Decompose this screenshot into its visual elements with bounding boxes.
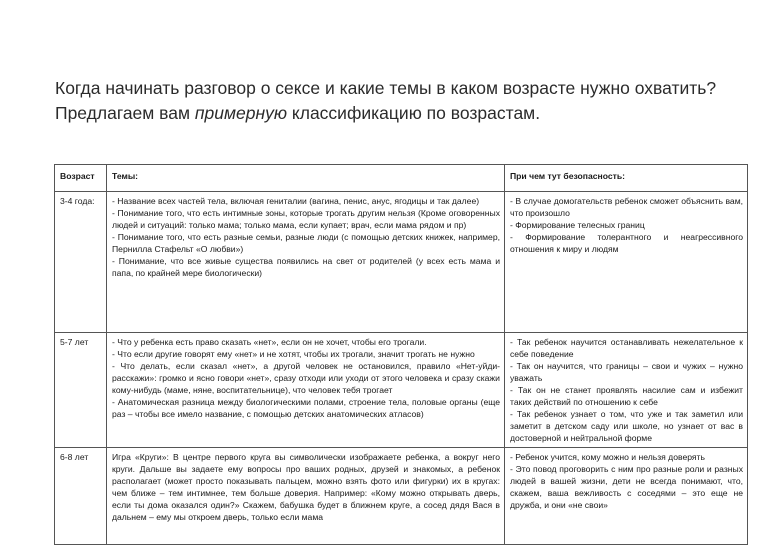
topics-cell [107, 192, 505, 333]
topics-cell [107, 333, 505, 448]
age-cell: 5-7 лет [55, 333, 107, 448]
heading-line-2 [55, 101, 755, 126]
table-row [55, 448, 748, 545]
safety-item: - Так он не станет проявлять насилие сам и избежит таких действий по отношению к себе [510, 385, 743, 407]
header-age: Возраст [55, 165, 107, 192]
table-header-row [55, 165, 748, 192]
safety-item: - Так он научится, что границы – свои и чужих – нужно уважать [510, 361, 743, 383]
topic-item: Игра «Круги»: В центре первого круга вы символически изображаете ребенка, а вокруг него круги. Дальше вы задаете ему вопросы про ваших родных, друзей и знакомых, а ребенок располагает (может просто показывать пальцем, можно взять фото или фигурки) их в кругах: чем ближе – тем интимнее, тем больше доверия. Например: «Кому можно открывать дверь, если ты дома оказался один?» Скажем, бабушка будет в ближнем круге, а сосед дядя Вася в дальнем – ему мы откроем дверь, только если мама [112, 452, 500, 522]
age-cell: 3-4 года: [55, 192, 107, 333]
safety-item: - Это повод проговорить с ним про разные роли и разных людей в вашей жизни, дети не всегда понимают, что, скажем, ваша вежливость с соседями – это еще не дружба, и они «не свои» [510, 464, 743, 510]
heading-line-1: Когда начинать разговор о сексе и какие темы в каком возрасте нужно охватить? [55, 78, 717, 98]
age-cell: 6-8 лет [55, 448, 107, 545]
safety-item: - Формирование телесных границ [510, 220, 645, 230]
topic-item: - Понимание, что все живые существа появились на свет от родителей (у всех есть мама и папа, по крайней мере биологически) [112, 256, 500, 278]
safety-item: - Ребенок учится, кому можно и нельзя доверять [510, 452, 705, 462]
topic-item: - Что у ребенка есть право сказать «нет», если он не хочет, чтобы его трогали. [112, 337, 427, 347]
heading-line-2-emphasis: примерную [194, 103, 288, 123]
document-heading [55, 76, 755, 126]
heading-line-2-prefix: Предлагаем вам [55, 103, 195, 123]
topic-item: - Понимание того, что есть интимные зоны, которые трогать другим нельзя (Кроме оговоренных людей и ситуаций: только мама; только мама, если купает; врач, если мама рядом и пр) [112, 208, 500, 230]
safety-item: - Формирование толерантного и неагрессивного отношения к миру и людям [510, 232, 743, 254]
topic-item: - Анатомическая разница между биологическими полами, строение тела, половые органы (еще раз – чтобы все имело название, с помощью детских анатомических атласов) [112, 397, 500, 419]
topic-item: - Понимание того, что есть разные семьи, разные люди (с помощью детских книжек, например, Пернилла Стафельт «О любви») [112, 232, 500, 254]
heading-line-2-suffix: классификацию по возрастам. [287, 103, 541, 123]
topic-item: - Название всех частей тела, включая гениталии (вагина, пенис, анус, ягодицы и так далее) [112, 196, 480, 206]
safety-cell [505, 448, 748, 545]
topics-cell [107, 448, 505, 545]
safety-item: - В случае домогательств ребенок сможет объяснить вам, что произошло [510, 196, 743, 218]
header-topics: Темы: [107, 165, 505, 192]
header-safety: При чем тут безопасность: [505, 165, 748, 192]
age-topics-table [54, 164, 748, 545]
safety-cell [505, 192, 748, 333]
topic-item: - Что если другие говорят ему «нет» и не хотят, чтобы их трогали, значит трогать не нужно [112, 349, 475, 359]
safety-item: - Так ребенок узнает о том, что уже и так заметил или заметит в детском саду или школе, но узнает от вас в достоверной и нейтральной форме [510, 409, 743, 443]
table-row [55, 192, 748, 333]
table-row [55, 333, 748, 448]
safety-cell [505, 333, 748, 448]
topic-item: - Что делать, если сказал «нет», а другой человек не остановился, правило «Нет-уйди-расскажи»: громко и ясно говори «нет», сразу отходи или уходи от этого человека и сразу скажи кому-нибудь (маме, няне, воспитательнице), что человек тебя трогает [112, 361, 500, 395]
safety-item: - Так ребенок научится останавливать нежелательное к себе поведение [510, 337, 743, 359]
